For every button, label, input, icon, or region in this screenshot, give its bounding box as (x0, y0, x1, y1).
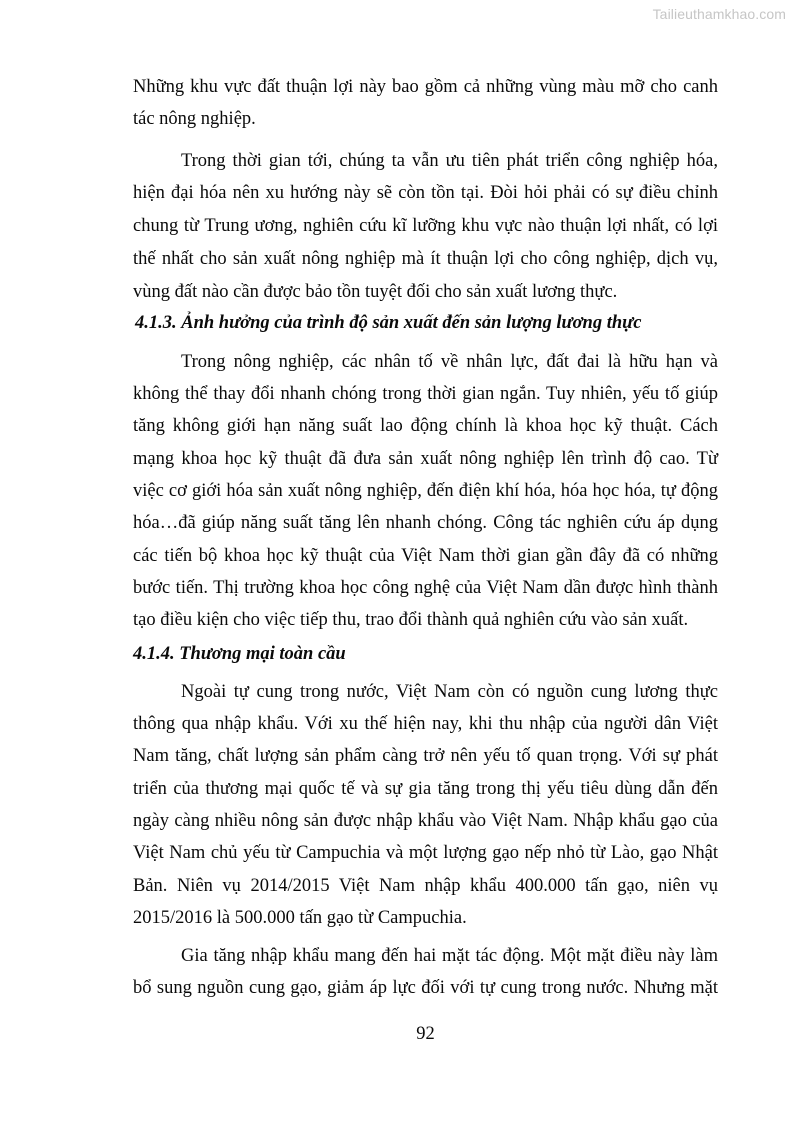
text-line: không thể thay đổi nhanh chóng trong thời gian ngắn. Tuy nhiên, yếu tố giúp (133, 384, 718, 405)
text-line: Gia tăng nhập khẩu mang đến hai mặt tác động. Một mặt điều này làm (181, 945, 718, 966)
paragraph (133, 940, 718, 1005)
page-number: 92 (416, 1023, 435, 1044)
text-line: Trong nông nghiệp, các nhân tố về nhân lực, đất đai là hữu hạn và (181, 351, 718, 372)
text-line: Việt Nam chủ yếu từ Campuchia và một lượng gạo nếp nhỏ từ Lào, gạo Nhật (133, 843, 718, 864)
text-line: triển của thương mại quốc tế và sự gia tăng trong thị yếu tiêu dùng dẫn đến (133, 778, 718, 799)
paragraph (133, 346, 718, 637)
section-heading: 4.1.4. Thương mại toàn cầu (133, 643, 346, 664)
text-line: bổ sung nguồn cung gạo, giảm áp lực đối với tự cung trong nước. Nhưng mặt (133, 978, 718, 999)
text-line: Nam tăng, chất lượng sản phẩm càng trở nên yếu tố quan trọng. Với sự phát (133, 746, 718, 767)
text-line: Trong thời gian tới, chúng ta vẫn ưu tiên phát triển công nghiệp hóa, (181, 150, 718, 171)
text-line: tạo điều kiện cho việc tiếp thu, trao đổi thành quả nghiên cứu vào sản xuất. (133, 610, 689, 631)
watermark: Tailieuthamkhao.com (652, 6, 786, 22)
section-heading: 4.1.3. Ảnh hưởng của trình độ sản xuất đến sản lượng lương thực (135, 312, 642, 333)
text-line: vùng đất nào cần được bảo tồn tuyệt đối cho sản xuất lương thực. (133, 281, 618, 302)
text-line: bước tiến. Thị trường khoa học công nghệ của Việt Nam dần được hình thành (133, 577, 718, 598)
paragraph (133, 71, 718, 137)
text-line: việc cơ giới hóa sản xuất nông nghiệp, đến điện khí hóa, hóa học hóa, tự động (133, 481, 718, 502)
text-line: chung từ Trung ương, nghiên cứu kĩ lưỡng khu vực nào thuận lợi nhất, có lợi (133, 216, 718, 237)
text-line: Bản. Niên vụ 2014/2015 Việt Nam nhập khẩu 400.000 tấn gạo, niên vụ (133, 875, 718, 896)
text-line: Ngoài tự cung trong nước, Việt Nam còn có nguồn cung lương thực (181, 681, 718, 702)
text-line: thông qua nhập khẩu. Với xu thế hiện nay, khi thu nhập của người dân Việt (133, 714, 718, 735)
paragraph (133, 145, 718, 309)
text-line: tác nông nghiệp. (133, 109, 256, 130)
text-line: hiện đại hóa nên xu hướng này sẽ còn tồn tại. Đòi hỏi phải có sự điều chỉnh (133, 183, 718, 204)
text-line: hóa…đã giúp năng suất tăng lên nhanh chóng. Công tác nghiên cứu áp dụng (133, 513, 718, 534)
text-line: các tiến bộ khoa học kỹ thuật của Việt Nam thời gian gần đây đã có những (133, 545, 718, 566)
text-line: Những khu vực đất thuận lợi này bao gồm cả những vùng màu mỡ cho canh (133, 76, 718, 97)
text-line: thế nhất cho sản xuất nông nghiệp mà ít thuận lợi cho công nghiệp, dịch vụ, (133, 248, 718, 269)
text-line: tăng không giới hạn năng suất lao động chính là khoa học kỹ thuật. Cách (133, 416, 718, 437)
text-line: ngày càng nhiều nông sản được nhập khẩu vào Việt Nam. Nhập khẩu gạo của (133, 811, 718, 832)
paragraph (133, 676, 718, 934)
text-line: mạng khoa học kỹ thuật đã đưa sản xuất nông nghiệp lên trình độ cao. Từ (133, 448, 718, 469)
text-line: 2015/2016 là 500.000 tấn gạo từ Campuchia. (133, 907, 467, 928)
